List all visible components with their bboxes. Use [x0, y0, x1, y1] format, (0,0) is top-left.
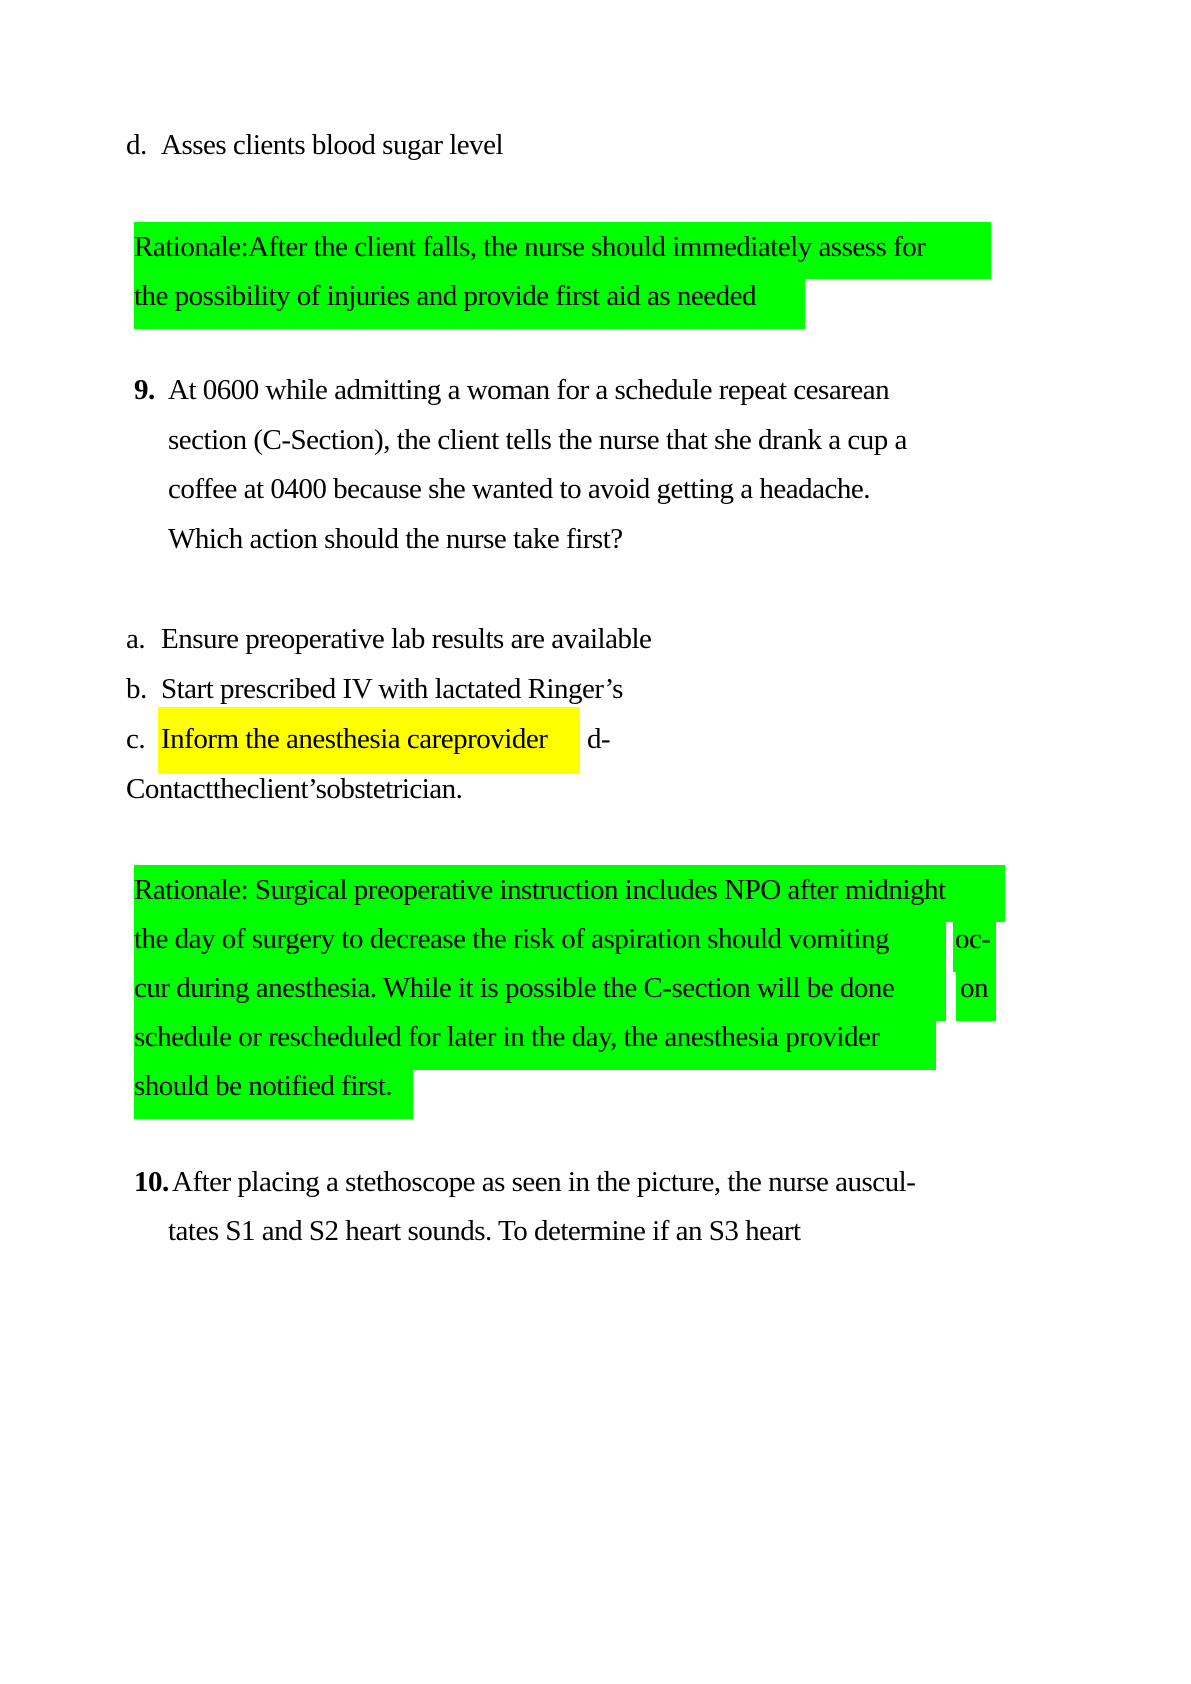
- option-text: Asses clients blood sugar level: [161, 129, 504, 161]
- rationale-line: schedule or rescheduled for later in the day, the anesthesia provider: [134, 1021, 880, 1053]
- rationale-fragment: on: [960, 972, 988, 1004]
- question-number: 9.: [134, 374, 155, 406]
- rationale-line: the day of surgery to decrease the risk of aspiration should vomiting: [134, 923, 890, 955]
- option-a: [126, 612, 651, 666]
- question-line: coffee at 0400 because she wanted to avoid getting a headache.: [168, 473, 871, 505]
- option-text: Inform the anesthesia careprovider: [161, 723, 548, 755]
- option-c: [126, 712, 547, 766]
- question-line: tates S1 and S2 heart sounds. To determine if an S3 heart: [168, 1215, 801, 1247]
- question-line: After placing a stethoscope as seen in the picture, the nurse auscul-: [172, 1166, 916, 1198]
- rationale-line: cur during anesthesia. While it is possible the C-section will be done: [134, 972, 895, 1004]
- rationale-line: should be notified first.: [134, 1070, 393, 1102]
- rationale-line: Rationale:After the client falls, the nurse should immediately assess for: [134, 231, 926, 263]
- rationale-hyphen-fragment: oc-: [955, 923, 991, 955]
- option-d-prev: [126, 118, 503, 172]
- option-d-marker: d-: [587, 723, 611, 755]
- option-marker: b.: [126, 673, 147, 705]
- question-number: 10.: [134, 1166, 169, 1198]
- question-line: section (C-Section), the client tells the nurse that she drank a cup a: [168, 424, 907, 456]
- option-text: Ensure preoperative lab results are available: [161, 623, 652, 655]
- question-line: Which action should the nurse take first?: [168, 523, 623, 555]
- option-marker: a.: [126, 623, 146, 655]
- rationale-line: Rationale: Surgical preoperative instruction includes NPO after midnight: [134, 874, 946, 906]
- question-line: At 0600 while admitting a woman for a schedule repeat cesarean: [168, 374, 890, 406]
- rationale-line: the possibility of injuries and provide first aid as needed: [134, 280, 757, 312]
- option-d-text: Contacttheclient’sobstetrician.: [126, 773, 463, 805]
- option-marker: d.: [126, 129, 147, 161]
- option-text: Start prescribed IV with lactated Ringer’s: [161, 673, 623, 705]
- option-marker: c.: [126, 723, 146, 755]
